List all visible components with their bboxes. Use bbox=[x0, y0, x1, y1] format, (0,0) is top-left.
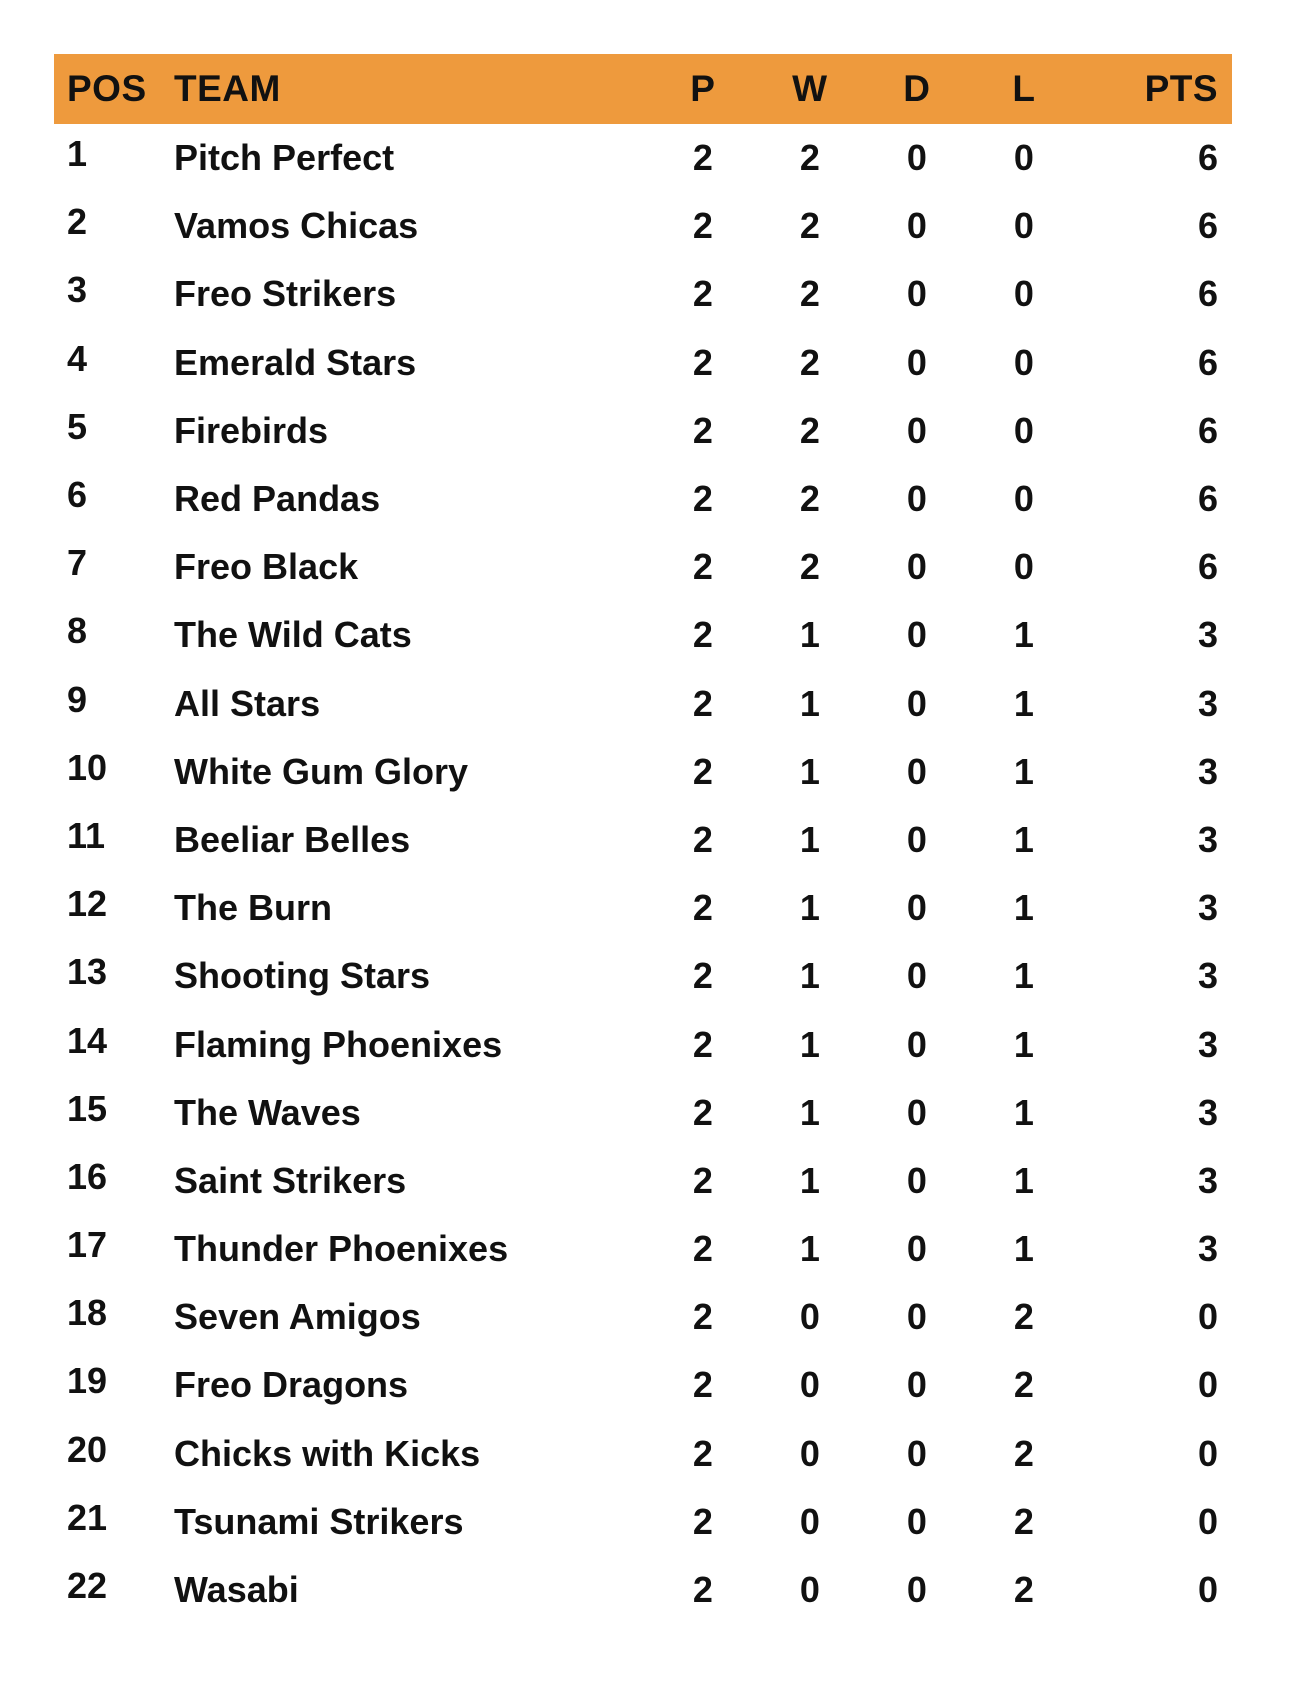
cell-team: Tsunami Strikers bbox=[174, 1500, 464, 1542]
table-row bbox=[54, 1283, 1232, 1351]
cell-won: 1 bbox=[799, 887, 820, 929]
cell-points: 0 bbox=[1198, 1500, 1219, 1542]
cell-drawn: 0 bbox=[906, 955, 927, 997]
table-body bbox=[54, 124, 1232, 1624]
cell-pos: 11 bbox=[67, 814, 106, 856]
cell-played: 2 bbox=[692, 341, 713, 383]
cell-points: 3 bbox=[1198, 1159, 1219, 1201]
cell-team: All Stars bbox=[174, 682, 321, 724]
cell-lost: 1 bbox=[1013, 682, 1034, 724]
cell-drawn: 0 bbox=[906, 614, 927, 656]
cell-team: White Gum Glory bbox=[174, 750, 469, 792]
cell-points: 3 bbox=[1198, 887, 1219, 929]
cell-points: 3 bbox=[1198, 682, 1219, 724]
cell-played: 2 bbox=[692, 478, 713, 520]
cell-pos: 15 bbox=[67, 1087, 108, 1129]
cell-team: Red Pandas bbox=[174, 478, 381, 520]
cell-team: Thunder Phoenixes bbox=[174, 1228, 509, 1270]
cell-won: 2 bbox=[799, 546, 820, 588]
cell-points: 3 bbox=[1198, 614, 1219, 656]
cell-drawn: 0 bbox=[906, 1228, 927, 1270]
cell-won: 0 bbox=[799, 1296, 820, 1338]
cell-drawn: 0 bbox=[906, 1296, 927, 1338]
cell-won: 2 bbox=[799, 137, 820, 179]
cell-drawn: 0 bbox=[906, 887, 927, 929]
table-row bbox=[54, 806, 1232, 874]
cell-points: 6 bbox=[1198, 341, 1219, 383]
cell-won: 1 bbox=[799, 1091, 820, 1133]
table-row bbox=[54, 874, 1232, 942]
cell-pos: 5 bbox=[67, 405, 88, 447]
cell-pos: 6 bbox=[67, 474, 88, 516]
standings-table bbox=[54, 54, 1232, 1624]
cell-pos: 3 bbox=[67, 269, 88, 311]
cell-pos: 21 bbox=[67, 1496, 108, 1538]
cell-lost: 1 bbox=[1013, 1228, 1034, 1270]
table-row bbox=[54, 670, 1232, 738]
cell-pos: 20 bbox=[67, 1428, 108, 1470]
cell-drawn: 0 bbox=[906, 750, 927, 792]
cell-lost: 0 bbox=[1013, 137, 1034, 179]
table-row bbox=[54, 1010, 1232, 1078]
cell-drawn: 0 bbox=[906, 546, 927, 588]
cell-team: Shooting Stars bbox=[174, 955, 431, 997]
cell-lost: 1 bbox=[1013, 818, 1034, 860]
cell-team: Pitch Perfect bbox=[174, 137, 395, 179]
table-row bbox=[54, 533, 1232, 601]
cell-pos: 7 bbox=[67, 542, 88, 584]
cell-team: Chicks with Kicks bbox=[174, 1432, 481, 1474]
cell-drawn: 0 bbox=[906, 137, 927, 179]
cell-played: 2 bbox=[692, 1159, 713, 1201]
table-row bbox=[54, 124, 1232, 192]
table-row bbox=[54, 738, 1232, 806]
cell-points: 3 bbox=[1198, 955, 1219, 997]
cell-team: Flaming Phoenixes bbox=[174, 1023, 503, 1065]
cell-pos: 22 bbox=[67, 1565, 108, 1607]
cell-team: Freo Dragons bbox=[174, 1364, 409, 1406]
cell-lost: 1 bbox=[1013, 1091, 1034, 1133]
cell-won: 2 bbox=[799, 409, 820, 451]
cell-lost: 0 bbox=[1013, 205, 1034, 247]
cell-team: Vamos Chicas bbox=[174, 205, 419, 247]
cell-played: 2 bbox=[692, 955, 713, 997]
cell-points: 6 bbox=[1198, 205, 1219, 247]
cell-lost: 1 bbox=[1013, 750, 1034, 792]
cell-team: Freo Strikers bbox=[174, 273, 397, 315]
cell-won: 2 bbox=[799, 205, 820, 247]
cell-won: 0 bbox=[799, 1432, 820, 1474]
cell-pos: 16 bbox=[67, 1155, 108, 1197]
cell-drawn: 0 bbox=[906, 1159, 927, 1201]
cell-lost: 0 bbox=[1013, 546, 1034, 588]
cell-played: 2 bbox=[692, 1228, 713, 1270]
cell-lost: 1 bbox=[1013, 614, 1034, 656]
cell-pos: 12 bbox=[67, 883, 108, 925]
cell-pos: 13 bbox=[67, 951, 108, 993]
cell-drawn: 0 bbox=[906, 205, 927, 247]
cell-won: 1 bbox=[799, 1228, 820, 1270]
cell-won: 0 bbox=[799, 1500, 820, 1542]
header-pos: POS bbox=[67, 68, 147, 109]
cell-drawn: 0 bbox=[906, 273, 927, 315]
table-row bbox=[54, 329, 1232, 397]
cell-points: 6 bbox=[1198, 273, 1219, 315]
header-team: TEAM bbox=[174, 68, 281, 109]
cell-lost: 2 bbox=[1013, 1364, 1034, 1406]
cell-played: 2 bbox=[692, 1364, 713, 1406]
cell-drawn: 0 bbox=[906, 409, 927, 451]
cell-played: 2 bbox=[692, 546, 713, 588]
table-row bbox=[54, 192, 1232, 260]
cell-points: 3 bbox=[1198, 1023, 1219, 1065]
cell-pos: 2 bbox=[67, 201, 88, 243]
cell-drawn: 0 bbox=[906, 341, 927, 383]
cell-played: 2 bbox=[692, 205, 713, 247]
cell-points: 0 bbox=[1198, 1364, 1219, 1406]
cell-won: 2 bbox=[799, 478, 820, 520]
cell-lost: 1 bbox=[1013, 1023, 1034, 1065]
cell-played: 2 bbox=[692, 1569, 713, 1611]
cell-lost: 1 bbox=[1013, 955, 1034, 997]
table-row bbox=[54, 1351, 1232, 1419]
table-row bbox=[54, 1556, 1232, 1624]
cell-won: 1 bbox=[799, 1159, 820, 1201]
cell-pos: 8 bbox=[67, 610, 88, 652]
cell-points: 3 bbox=[1198, 818, 1219, 860]
cell-points: 0 bbox=[1198, 1569, 1219, 1611]
cell-lost: 0 bbox=[1013, 409, 1034, 451]
cell-drawn: 0 bbox=[906, 682, 927, 724]
table-row bbox=[54, 260, 1232, 328]
cell-lost: 2 bbox=[1013, 1432, 1034, 1474]
cell-played: 2 bbox=[692, 137, 713, 179]
cell-drawn: 0 bbox=[906, 1569, 927, 1611]
cell-won: 1 bbox=[799, 750, 820, 792]
cell-points: 6 bbox=[1198, 546, 1219, 588]
table-row bbox=[54, 397, 1232, 465]
cell-pos: 9 bbox=[67, 678, 88, 720]
header-points: PTS bbox=[1144, 68, 1219, 109]
cell-won: 0 bbox=[799, 1364, 820, 1406]
cell-points: 0 bbox=[1198, 1432, 1219, 1474]
cell-drawn: 0 bbox=[906, 1023, 927, 1065]
cell-lost: 2 bbox=[1013, 1500, 1034, 1542]
cell-drawn: 0 bbox=[906, 818, 927, 860]
table-row bbox=[54, 465, 1232, 533]
cell-played: 2 bbox=[692, 273, 713, 315]
cell-team: Wasabi bbox=[174, 1569, 299, 1611]
cell-played: 2 bbox=[692, 1296, 713, 1338]
header-won: W bbox=[792, 68, 828, 109]
cell-played: 2 bbox=[692, 1432, 713, 1474]
cell-lost: 1 bbox=[1013, 1159, 1034, 1201]
cell-won: 1 bbox=[799, 1023, 820, 1065]
cell-won: 1 bbox=[799, 614, 820, 656]
cell-played: 2 bbox=[692, 682, 713, 724]
cell-points: 6 bbox=[1198, 478, 1219, 520]
cell-team: The Burn bbox=[174, 887, 333, 929]
table-header bbox=[54, 54, 1232, 124]
cell-played: 2 bbox=[692, 1091, 713, 1133]
cell-won: 1 bbox=[799, 955, 820, 997]
header-played: P bbox=[690, 68, 716, 109]
table-row bbox=[54, 1488, 1232, 1556]
cell-team: Beeliar Belles bbox=[174, 818, 411, 860]
cell-pos: 17 bbox=[67, 1224, 108, 1266]
table-row bbox=[54, 601, 1232, 669]
cell-played: 2 bbox=[692, 614, 713, 656]
cell-drawn: 0 bbox=[906, 1364, 927, 1406]
cell-drawn: 0 bbox=[906, 478, 927, 520]
cell-team: Seven Amigos bbox=[174, 1296, 421, 1338]
cell-played: 2 bbox=[692, 750, 713, 792]
cell-pos: 10 bbox=[67, 746, 108, 788]
table-row bbox=[54, 942, 1232, 1010]
cell-lost: 2 bbox=[1013, 1569, 1034, 1611]
table-row bbox=[54, 1147, 1232, 1215]
header-drawn: D bbox=[903, 68, 931, 109]
cell-team: Firebirds bbox=[174, 409, 329, 451]
cell-points: 3 bbox=[1198, 750, 1219, 792]
cell-pos: 19 bbox=[67, 1360, 108, 1402]
cell-points: 6 bbox=[1198, 137, 1219, 179]
cell-team: The Wild Cats bbox=[174, 614, 412, 656]
cell-points: 3 bbox=[1198, 1091, 1219, 1133]
cell-lost: 1 bbox=[1013, 887, 1034, 929]
cell-won: 2 bbox=[799, 273, 820, 315]
table-row bbox=[54, 1420, 1232, 1488]
cell-pos: 1 bbox=[67, 133, 88, 175]
cell-played: 2 bbox=[692, 1023, 713, 1065]
cell-lost: 0 bbox=[1013, 273, 1034, 315]
cell-played: 2 bbox=[692, 409, 713, 451]
cell-drawn: 0 bbox=[906, 1500, 927, 1542]
table-row bbox=[54, 1215, 1232, 1283]
cell-won: 1 bbox=[799, 682, 820, 724]
cell-drawn: 0 bbox=[906, 1091, 927, 1133]
cell-lost: 0 bbox=[1013, 341, 1034, 383]
cell-points: 0 bbox=[1198, 1296, 1219, 1338]
cell-pos: 18 bbox=[67, 1292, 108, 1334]
cell-drawn: 0 bbox=[906, 1432, 927, 1474]
table-row bbox=[54, 1079, 1232, 1147]
cell-played: 2 bbox=[692, 818, 713, 860]
cell-won: 2 bbox=[799, 341, 820, 383]
cell-lost: 0 bbox=[1013, 478, 1034, 520]
cell-pos: 4 bbox=[67, 337, 88, 379]
cell-played: 2 bbox=[692, 887, 713, 929]
cell-played: 2 bbox=[692, 1500, 713, 1542]
header-lost: L bbox=[1012, 68, 1036, 109]
cell-pos: 14 bbox=[67, 1019, 108, 1061]
cell-won: 0 bbox=[799, 1569, 820, 1611]
cell-team: Saint Strikers bbox=[174, 1159, 407, 1201]
cell-team: Emerald Stars bbox=[174, 341, 417, 383]
cell-team: The Waves bbox=[174, 1091, 361, 1133]
cell-team: Freo Black bbox=[174, 546, 359, 588]
cell-won: 1 bbox=[799, 818, 820, 860]
cell-points: 3 bbox=[1198, 1228, 1219, 1270]
cell-points: 6 bbox=[1198, 409, 1219, 451]
cell-lost: 2 bbox=[1013, 1296, 1034, 1338]
